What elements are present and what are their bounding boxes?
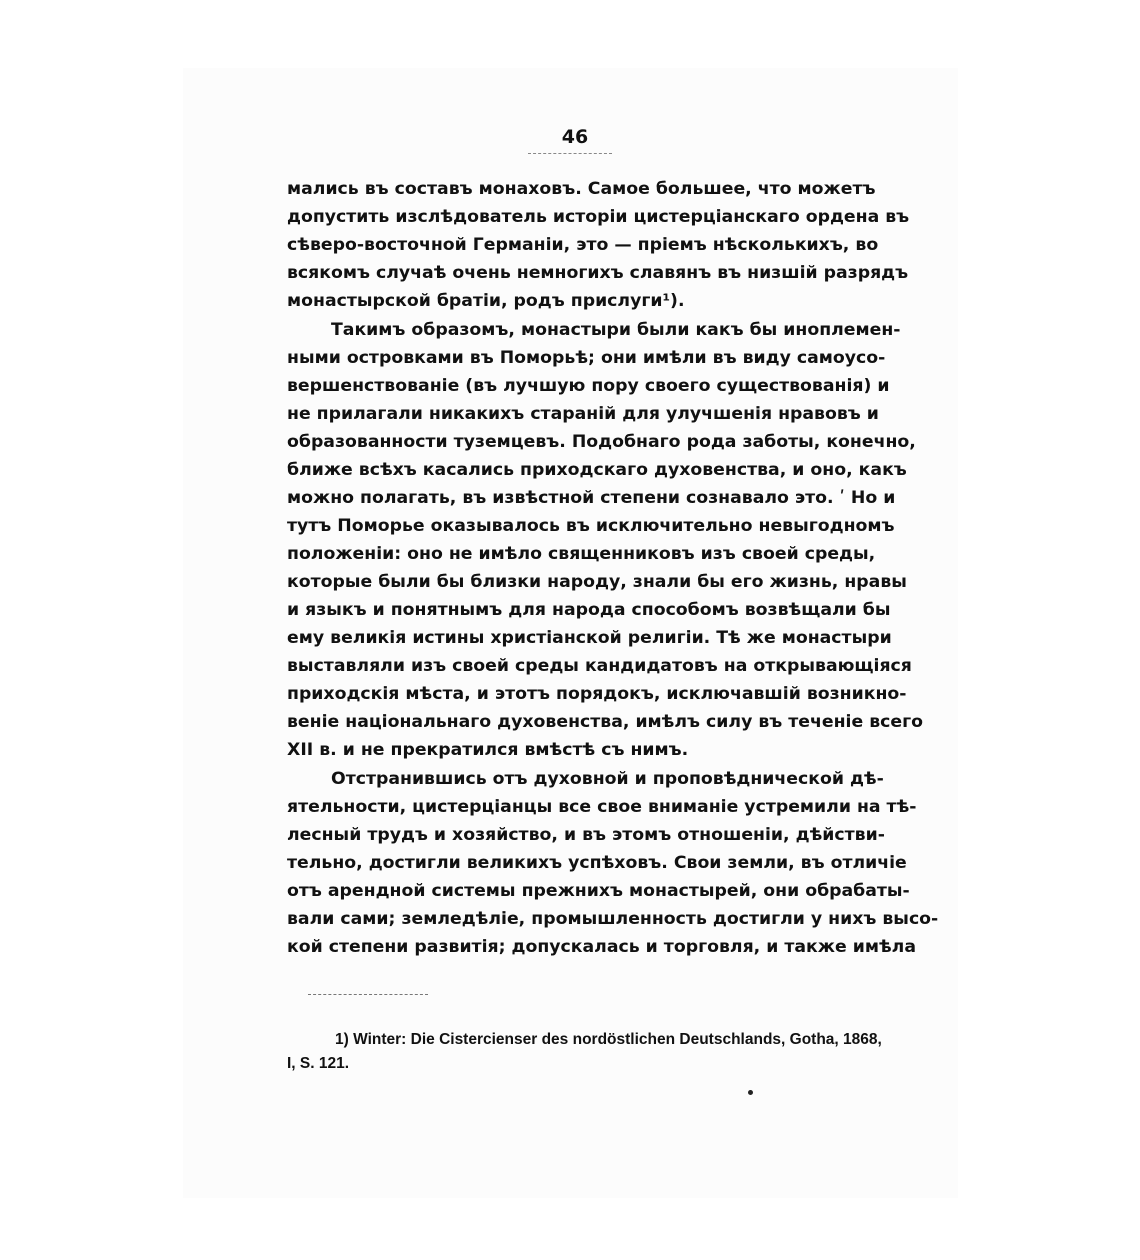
text-line: вали сами; земледѣліе, промышленность достигли у нихъ высо- bbox=[287, 909, 939, 929]
page-number: 46 bbox=[561, 126, 589, 148]
text-line: всякомъ случаѣ очень немногихъ славянъ въ низшій разрядъ bbox=[287, 263, 909, 283]
text-line: тутъ Поморье оказывалось въ исключительно невыгодномъ bbox=[287, 516, 895, 536]
page-number-rule bbox=[528, 153, 612, 154]
text-line: монастырской братіи, родъ прислуги¹). bbox=[287, 291, 685, 311]
text-line: приходскія мѣста, и этотъ порядокъ, исключавшій возникно- bbox=[287, 684, 907, 704]
text-line: ятельности, цистерціанцы все свое вниманіе устремили на тѣ- bbox=[287, 797, 917, 817]
text-line: ближе всѣхъ касались приходскаго духовенства, и оно, какъ bbox=[287, 460, 907, 480]
text-line: положеніи: оно не имѣло священниковъ изъ своей среды, bbox=[287, 544, 876, 564]
text-line: Такимъ образомъ, монастыри были какъ бы иноплемен- bbox=[331, 320, 901, 340]
text-line: XII в. и не прекратился вмѣстѣ съ нимъ. bbox=[287, 740, 689, 760]
text-line: Отстранившись отъ духовной и проповѣднической дѣ- bbox=[331, 769, 884, 789]
footnote bbox=[287, 1028, 882, 1076]
paragraph-1 bbox=[287, 175, 910, 315]
text-line: ему великія истины христіанской религіи. Тѣ же монастыри bbox=[287, 628, 892, 648]
text-line: вершенствованіе (въ лучшую пору своего существованія) и bbox=[287, 376, 890, 396]
paragraph-3 bbox=[287, 765, 939, 961]
text-line: которые были бы близки народу, знали бы его жизнь, нравы bbox=[287, 572, 907, 592]
footnote-line: 1) Winter: Die Cistercienser des nordöstlichen Deutschlands, Gotha, 1868, bbox=[335, 1031, 882, 1048]
paragraph-2 bbox=[287, 316, 924, 764]
text-line: отъ арендной системы прежнихъ монастырей, они обрабаты- bbox=[287, 881, 910, 901]
text-line: и языкъ и понятнымъ для народа способомъ возвѣщали бы bbox=[287, 600, 891, 620]
text-line: не прилагали никакихъ стараній для улучшенія нравовъ и bbox=[287, 404, 879, 424]
body-text bbox=[287, 175, 939, 961]
footnote-line: I, S. 121. bbox=[287, 1055, 350, 1072]
text-line: мались въ составъ монаховъ. Самое большее, что можетъ bbox=[287, 179, 876, 199]
text-line: допустить изслѣдователь исторіи цистерціанскаго ордена въ bbox=[287, 207, 910, 227]
text-line: образованности туземцевъ. Подобнаго рода заботы, конечно, bbox=[287, 432, 916, 452]
text-line: тельно, достигли великихъ успѣховъ. Свои земли, въ отличіе bbox=[287, 853, 907, 873]
footnote-separator bbox=[308, 994, 428, 995]
text-line: кой степени развитія; допускалась и торговля, и также имѣла bbox=[287, 937, 916, 957]
text-line: лесный трудъ и хозяйство, и въ этомъ отношеніи, дѣйстви- bbox=[287, 825, 885, 845]
ink-speck bbox=[748, 1090, 753, 1095]
text-line: выставляли изъ своей среды кандидатовъ на открывающіяся bbox=[287, 656, 912, 676]
text-line: можно полагать, въ извѣстной степени сознавало это. ʹ Но и bbox=[287, 488, 896, 508]
text-line: сѣверо-восточной Германіи, это — пріемъ нѣсколькихъ, во bbox=[287, 235, 879, 255]
text-line: веніе національнаго духовенства, имѣлъ силу въ теченіе всего bbox=[287, 712, 924, 732]
text-line: ными островками въ Поморьѣ; они имѣли въ виду самоусо- bbox=[287, 348, 886, 368]
